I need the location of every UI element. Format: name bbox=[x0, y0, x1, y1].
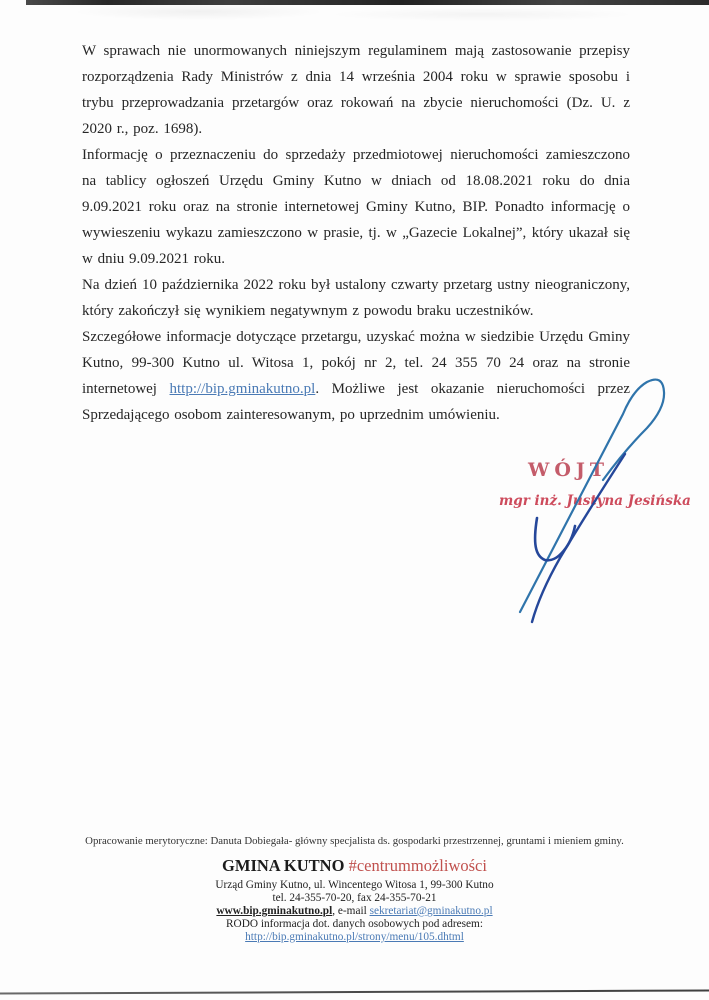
paragraph-contact-before-link: Szczegółowe informacje dotyczące przetargu, uzyskać można w siedzibie Urzędu Gminy Kutno, 99-300 Kutno ul. Witosa 1, pokój nr 2, tel. 24 355 70 24 oraz na stronie internetowej bbox=[82, 329, 630, 397]
rodo-label: RODO informacja dot. danych osobowych pod adresem: bbox=[226, 917, 483, 930]
mayor-stamp-name: mgr inż. Justyna Jesińska bbox=[499, 493, 691, 509]
brand-line bbox=[0, 856, 709, 876]
paragraph-contact-after-link: . Możliwe jest okazanie nieruchomości przez Sprzedającego osobom zainteresowanym, po uprzednim umówieniu. bbox=[82, 381, 630, 423]
paragraph-auction-result: Na dzień 10 października 2022 roku był ustalony czwarty przetarg ustny nieograniczony, który zakończył się wynikiem negatywnym z powodu braku uczestników. bbox=[82, 277, 630, 319]
links-line bbox=[0, 905, 709, 918]
bip-link[interactable]: http://bip.gminakutno.pl bbox=[169, 381, 316, 397]
brand-name: GMINA KUTNO bbox=[222, 856, 345, 875]
email-link[interactable]: sekretariat@gminakutno.pl bbox=[369, 904, 493, 917]
paragraph-regulations: W sprawach nie unormowanych niniejszym regulaminem mają zastosowanie przepisy rozporządzenia Rady Ministrów z dnia 14 września 2004 roku w sprawie sposobu i trybu przeprowadzania przetargów oraz rokowań na zbycie nieruchomości (Dz. U. z 2020 r., poz. 1698). bbox=[82, 43, 630, 137]
paragraph-announcement: Informację o przeznaczeniu do sprzedaży przedmiotowej nieruchomości zamieszczono na tablicy ogłoszeń Urzędu Gminy Kutno w dniach od 18.08.2021 roku do dnia 9.09.2021 roku oraz na stronie internetowej Gminy Kutno, BIP. Ponadto informację o wywieszeniu wykazu zamieszczono w prasie, tj. w „Gazecie Lokalnej”, który ukazał się w dniu 9.09.2021 roku. bbox=[82, 147, 630, 267]
address-line: Urząd Gminy Kutno, ul. Wincentego Witosa 1, 99-300 Kutno bbox=[215, 879, 494, 891]
email-separator: , e-mail bbox=[332, 904, 370, 917]
www-link[interactable]: www.bip.gminakutno.pl bbox=[216, 904, 333, 917]
scan-shading bbox=[0, 4, 709, 30]
rodo-link-line bbox=[0, 931, 709, 944]
phone-line: tel. 24-355-70-20, fax 24-355-70-21 bbox=[272, 891, 437, 904]
contact-block bbox=[0, 879, 709, 944]
mayor-stamp-title: WÓJT bbox=[528, 459, 610, 481]
credit-line: Opracowanie merytoryczne: Danuta Dobiegała- główny specjalista ds. gospodarki przestrzennej, gruntami i mieniem gminy. bbox=[85, 835, 624, 847]
handwritten-signature bbox=[475, 368, 695, 633]
brand-hashtag: #centrummożliwości bbox=[348, 856, 487, 875]
scan-edge-artifact-bottom bbox=[0, 989, 709, 994]
document-footer bbox=[0, 835, 709, 944]
signature-block bbox=[475, 368, 695, 633]
rodo-link[interactable]: http://bip.gminakutno.pl/strony/menu/105.dhtml bbox=[245, 930, 464, 943]
